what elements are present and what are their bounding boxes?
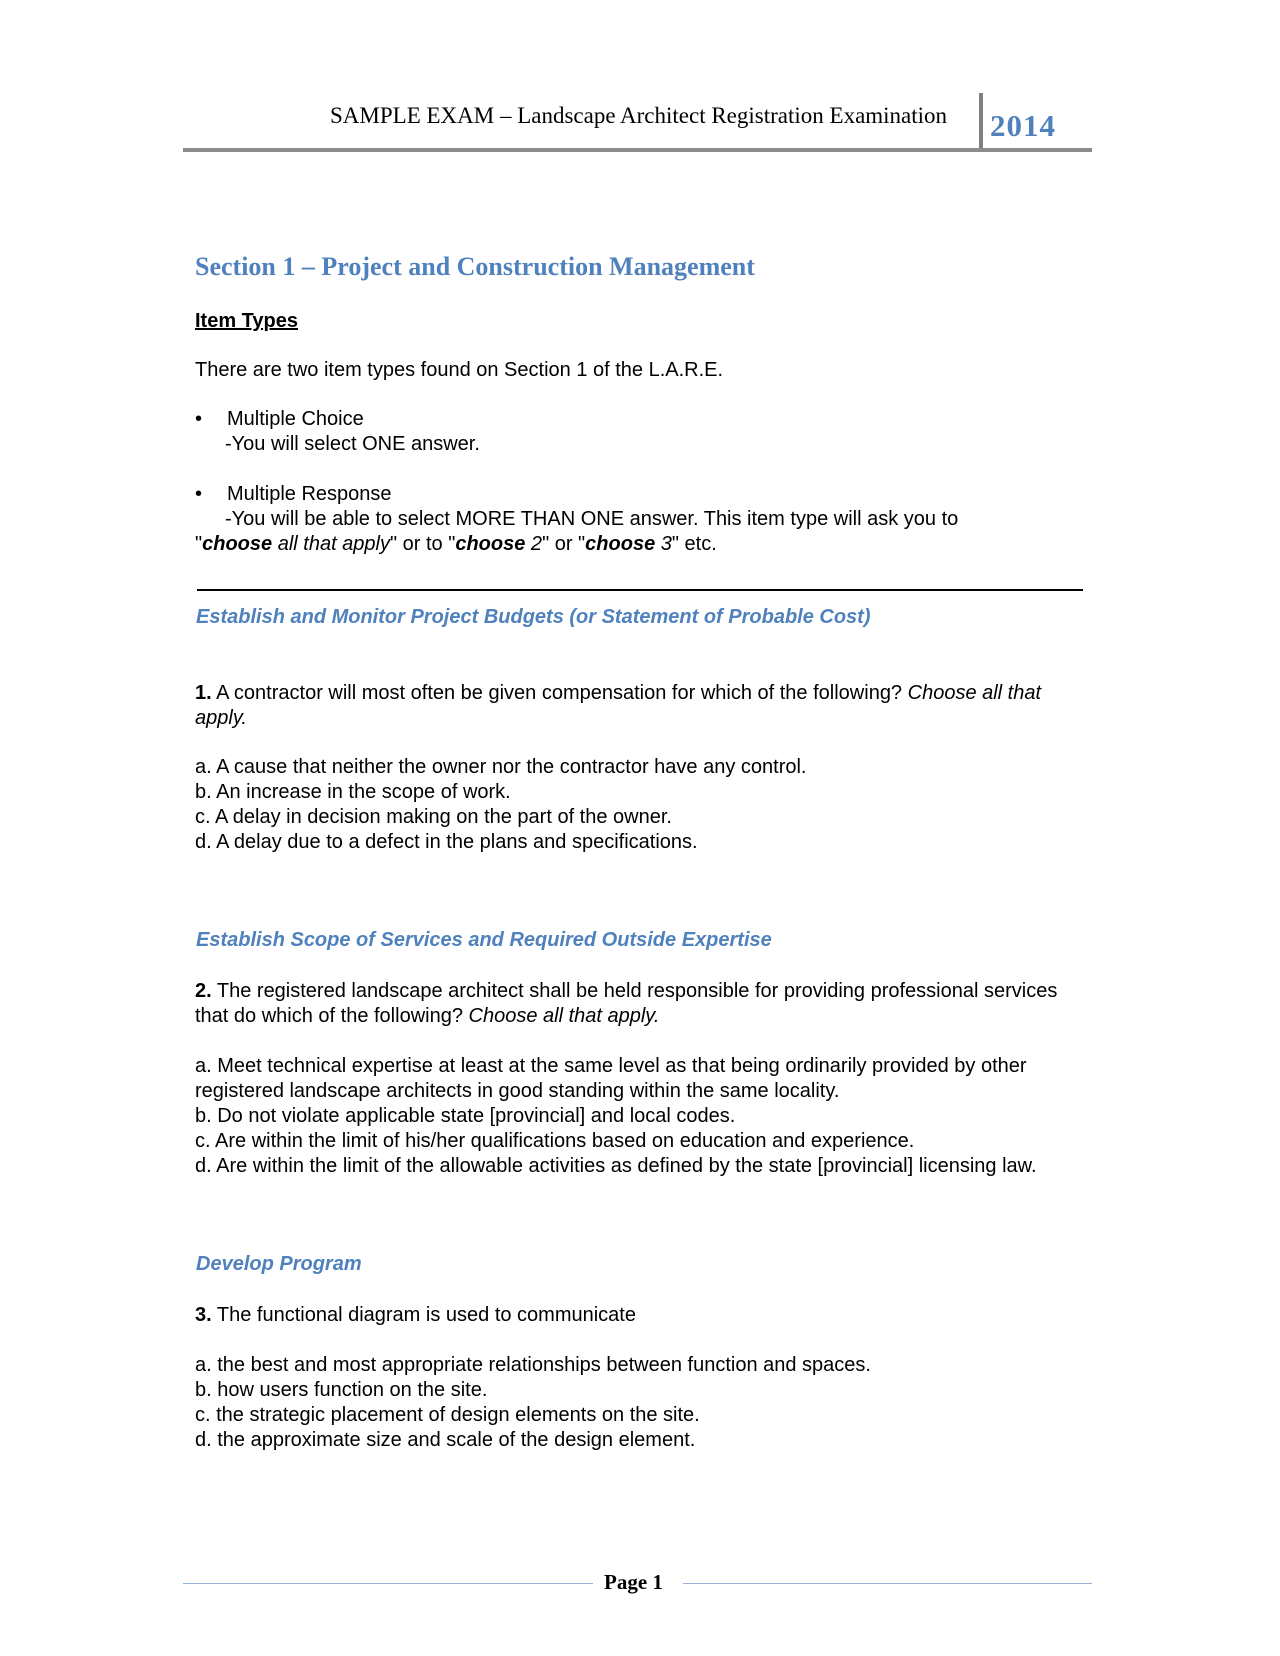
option-item: c. A delay in decision making on the part of the owner. <box>195 806 672 828</box>
option-item: c. the strategic placement of design elements on the site. <box>195 1404 700 1426</box>
bullet-marker: • <box>195 483 203 505</box>
option-list <box>195 1054 1090 1179</box>
header-title: SAMPLE EXAM – Landscape Architect Registration Examination <box>330 103 948 128</box>
option-item: b. how users function on the site. <box>195 1379 488 1401</box>
example-text: 2 <box>525 533 543 555</box>
question-number: 3. <box>195 1304 212 1326</box>
option-item: c. Are within the limit of his/her qualifications based on education and experience. <box>195 1130 915 1152</box>
option-item: a. the best and most appropriate relationships between function and spaces. <box>195 1354 871 1376</box>
question-instruction: Choose all that apply. <box>468 1005 660 1027</box>
section-divider <box>197 589 1083 591</box>
option-item: d. A delay due to a defect in the plans and specifications. <box>195 831 698 853</box>
question-number: 2. <box>195 980 212 1002</box>
item-type-desc: -You will select ONE answer. <box>225 433 480 455</box>
question-instruction: Choose all that apply. <box>195 682 1042 729</box>
option-item: a. A cause that neither the owner nor the contractor have any control. <box>195 756 807 778</box>
question-number: 1. <box>195 682 212 704</box>
header-rule <box>183 148 1092 152</box>
example-text: choose <box>585 533 656 555</box>
item-types-heading: Item Types <box>195 310 298 332</box>
example-text: 3 <box>655 533 672 555</box>
question-text: A contractor will most often be given compensation for which of the following? <box>211 682 908 704</box>
option-item: d. Are within the limit of the allowable activities as defined by the state [provincial] licensing law. <box>195 1155 1037 1177</box>
option-list <box>195 1353 1090 1453</box>
section-title: Section 1 – Project and Construction Management <box>195 252 755 281</box>
item-type-name: Multiple Choice <box>227 408 364 430</box>
topic-heading: Establish Scope of Services and Required Outside Expertise <box>196 929 772 951</box>
question-text: The functional diagram is used to communicate <box>211 1304 636 1326</box>
item-type-name: Multiple Response <box>227 483 392 505</box>
option-item: a. Meet technical expertise at least at the same level as that being ordinarily provided by other registered landscape architects in good standing within the same locality. <box>195 1055 1027 1102</box>
footer-rule-left <box>183 1583 593 1584</box>
page-number: Page 1 <box>604 1570 663 1594</box>
example-text: choose <box>202 533 273 555</box>
question-text: The registered landscape architect shall be held responsible for providing professional services that do which of the following? <box>195 980 1058 1027</box>
option-item: b. An increase in the scope of work. <box>195 781 511 803</box>
topic-heading: Develop Program <box>196 1253 362 1275</box>
option-item: b. Do not violate applicable state [provincial] and local codes. <box>195 1105 736 1127</box>
option-item: d. the approximate size and scale of the design element. <box>195 1429 696 1451</box>
example-text: " or to " <box>390 533 456 555</box>
question-stem <box>195 681 1090 731</box>
example-text: " <box>195 533 203 555</box>
question-stem <box>195 1303 1090 1328</box>
item-type-desc: -You will be able to select MORE THAN ONE answer. This item type will ask you to <box>225 508 959 530</box>
example-text: " etc. <box>671 533 717 555</box>
question-stem <box>195 979 1090 1029</box>
header-year: 2014 <box>990 108 1056 143</box>
bullet-marker: • <box>195 408 203 430</box>
example-text: all that apply <box>272 533 390 555</box>
footer-rule-right <box>683 1583 1092 1584</box>
example-text: " or " <box>542 533 586 555</box>
item-type-examples <box>195 532 717 557</box>
topic-heading: Establish and Monitor Project Budgets (or Statement of Probable Cost) <box>196 606 871 628</box>
example-text: choose <box>455 533 526 555</box>
option-list <box>195 755 1090 855</box>
header-divider-vertical <box>979 93 983 150</box>
intro-text: There are two item types found on Section 1 of the L.A.R.E. <box>195 359 724 381</box>
